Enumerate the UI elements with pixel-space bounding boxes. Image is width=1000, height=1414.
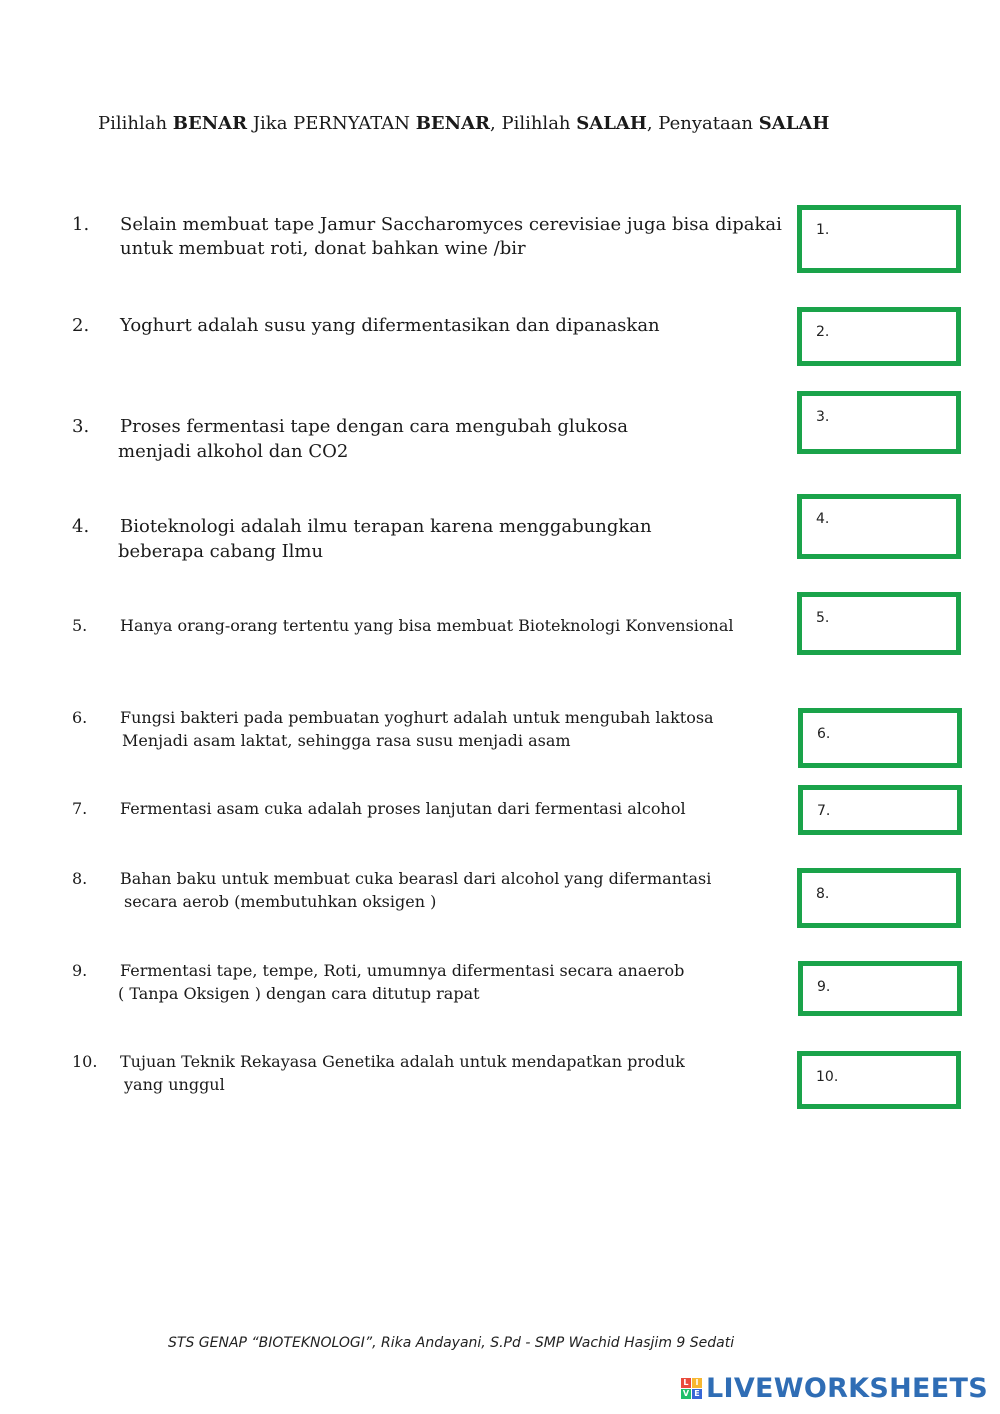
logo-letter: L: [681, 1378, 691, 1388]
liveworksheets-brand[interactable]: [681, 1373, 988, 1404]
question-text-line: Selain membuat tape Jamur Saccharomyces cerevisiae juga bisa dipakai: [120, 214, 782, 235]
question-4: [72, 514, 652, 564]
question-text-line: Menjadi asam laktat, sehingga rasa susu menjadi asam: [122, 731, 571, 750]
question-3: [72, 414, 628, 464]
question-number: 2.: [72, 315, 90, 336]
answer-box-4[interactable]: [797, 494, 961, 559]
answer-box-label: 3.: [816, 409, 830, 425]
logo-letter: E: [692, 1389, 702, 1399]
question-number: 1.: [72, 214, 90, 235]
question-text-line: Fermentasi asam cuka adalah proses lanjutan dari fermentasi alcohol: [120, 799, 686, 818]
question-2: [72, 314, 660, 338]
answer-box-label: 1.: [816, 222, 830, 238]
answer-box-label: 5.: [816, 610, 830, 626]
question-6: [72, 706, 714, 752]
question-text-line: Fermentasi tape, tempe, Roti, umumnya difermentasi secara anaerob: [120, 961, 685, 980]
question-7: [72, 798, 686, 820]
question-1: [72, 213, 782, 261]
answer-box-label: 10.: [816, 1069, 839, 1085]
question-text-line: Yoghurt adalah susu yang difermentasikan dan dipanaskan: [120, 315, 660, 336]
instruction-text: Pilihlah BENAR Jika PERNYATAN BENAR, Pilihlah SALAH, Penyataan SALAH: [98, 113, 830, 134]
answer-box-3[interactable]: [797, 391, 961, 454]
question-number: 5.: [72, 616, 88, 635]
question-text-line: untuk membuat roti, donat bahkan wine /bir: [120, 238, 526, 259]
question-number: 6.: [72, 708, 88, 727]
question-10: [72, 1050, 685, 1096]
question-text-line: secara aerob (membutuhkan oksigen ): [124, 892, 437, 911]
question-number: 9.: [72, 961, 88, 980]
liveworksheets-logo-icon: [681, 1378, 702, 1399]
answer-box-label: 8.: [816, 886, 830, 902]
question-text-line: Bahan baku untuk membuat cuka bearasl dari alcohol yang difermantasi: [120, 869, 712, 888]
answer-box-1[interactable]: [797, 205, 961, 273]
answer-box-label: 4.: [816, 511, 830, 527]
answer-box-label: 9.: [817, 979, 831, 995]
question-number: 10.: [72, 1052, 98, 1071]
question-number: 7.: [72, 799, 88, 818]
answer-box-8[interactable]: [797, 868, 961, 928]
question-text-line: yang unggul: [124, 1075, 225, 1094]
question-number: 8.: [72, 869, 88, 888]
logo-letter: I: [692, 1378, 702, 1388]
answer-box-6[interactable]: [798, 708, 962, 768]
question-text-line: menjadi alkohol dan CO2: [118, 441, 349, 462]
answer-box-7[interactable]: [798, 785, 962, 835]
question-text-line: ( Tanpa Oksigen ) dengan cara ditutup rapat: [118, 984, 480, 1003]
answer-box-5[interactable]: [797, 592, 961, 655]
footer-credit: STS GENAP “BIOTEKNOLOGI”, Rika Andayani, S.Pd - SMP Wachid Hasjim 9 Sedati: [168, 1335, 735, 1351]
question-text-line: Proses fermentasi tape dengan cara mengubah glukosa: [120, 416, 628, 437]
answer-box-label: 2.: [816, 324, 830, 340]
logo-letter: V: [682, 1389, 690, 1398]
brand-name: LIVEWORKSHEETS: [705, 1373, 988, 1404]
answer-box-10[interactable]: [797, 1051, 961, 1109]
question-5: [72, 615, 734, 637]
question-number: 4.: [72, 516, 90, 537]
question-text-line: Fungsi bakteri pada pembuatan yoghurt adalah untuk mengubah laktosa: [120, 708, 714, 727]
question-text-line: Hanya orang-orang tertentu yang bisa membuat Bioteknologi Konvensional: [120, 616, 734, 635]
answer-box-label: 7.: [817, 803, 831, 819]
question-9: [72, 959, 684, 1005]
question-number: 3.: [72, 416, 90, 437]
answer-box-label: 6.: [817, 726, 831, 742]
answer-box-2[interactable]: [797, 307, 961, 366]
question-text-line: Bioteknologi adalah ilmu terapan karena menggabungkan: [120, 516, 652, 537]
question-8: [72, 867, 711, 913]
question-text-line: Tujuan Teknik Rekayasa Genetika adalah untuk mendapatkan produk: [120, 1052, 685, 1071]
question-text-line: beberapa cabang Ilmu: [118, 541, 324, 562]
answer-box-9[interactable]: [798, 961, 962, 1016]
